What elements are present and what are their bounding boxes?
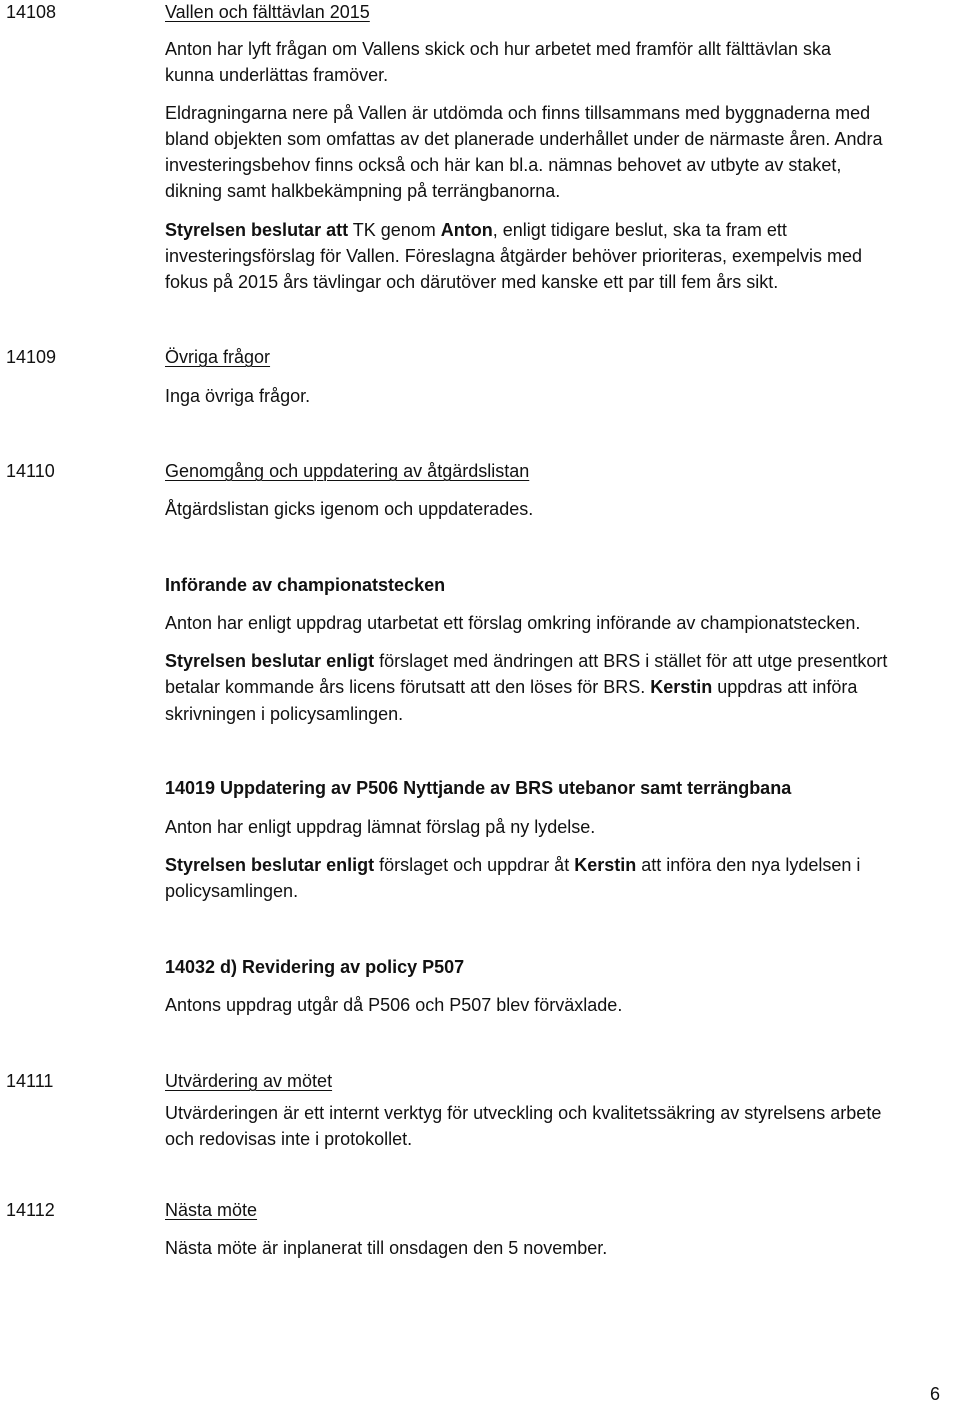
decision-label: Styrelsen beslutar att: [165, 220, 349, 240]
paragraph-line: Nästa möte är inplanerat till onsdagen den 5 november.: [165, 1238, 608, 1258]
paragraph-line: Anton har lyft frågan om Vallens skick och hur arbetet med framför allt fälttävlan ska: [165, 39, 831, 59]
paragraph-line: Eldragningarna nere på Vallen är utdömda och finns tillsammans med byggnaderna med: [165, 103, 871, 123]
section-number: 14112: [6, 1200, 55, 1220]
decision-label: Styrelsen beslutar enligt: [165, 855, 375, 875]
decision-text: förslaget med ändringen att BRS i stället för att utge presentkort: [374, 651, 888, 671]
decision-line: fokus på 2015 års tävlingar och därutöver med kanske ett par till fem års sikt.: [165, 272, 779, 292]
decision-text: , enligt tidigare beslut, ska ta fram ett: [492, 220, 787, 240]
paragraph-line: bland objekten som omfattas av det planerade underhållet under de närmaste åren. Andra: [165, 129, 883, 149]
decision-text: förslaget och uppdrar åt: [374, 855, 575, 875]
decision-line: investeringsförslag för Vallen. Föreslagna åtgärder behöver prioriteras, exempelvis med: [165, 246, 863, 266]
subsection-title: Införande av championatstecken: [165, 575, 446, 595]
decision-text: att införa den nya lydelsen i: [636, 855, 861, 875]
section-number: 14110: [6, 461, 55, 481]
paragraph-line: Inga övriga frågor.: [165, 386, 311, 406]
paragraph-line: Anton har enligt uppdrag lämnat förslag på ny lydelse.: [165, 817, 596, 837]
paragraph-line: dikning samt halkbekämpning på terrängbanorna.: [165, 181, 561, 201]
section-number: 14111: [6, 1071, 54, 1091]
paragraph-line: Utvärderingen är ett internt verktyg för utveckling och kvalitetssäkring av styrelsens arbete: [165, 1103, 882, 1123]
decision-line: [165, 221, 787, 239]
decision-line: [165, 678, 857, 696]
section-title: Nästa möte: [165, 1200, 258, 1220]
decision-label: Styrelsen beslutar enligt: [165, 651, 375, 671]
section-title: Utvärdering av mötet: [165, 1071, 333, 1091]
decision-text: uppdras att införa: [712, 677, 858, 697]
subsection-title: 14032 d) Revidering av policy P507: [165, 957, 465, 977]
section-title: Genomgång och uppdatering av åtgärdslistan: [165, 461, 530, 481]
page-number: 6: [929, 1384, 940, 1404]
paragraph-line: Anton har enligt uppdrag utarbetat ett förslag omkring införande av championatstecken.: [165, 613, 861, 633]
decision-text: betalar kommande års licens förutsatt att den löses för BRS.: [165, 677, 651, 697]
paragraph-line: Antons uppdrag utgår då P506 och P507 blev förväxlade.: [165, 995, 623, 1015]
decision-line: skrivningen i policysamlingen.: [165, 704, 404, 724]
decision-line: [165, 652, 887, 670]
paragraph-line: kunna underlättas framöver.: [165, 65, 389, 85]
section-title: Vallen och fälttävlan 2015: [165, 2, 370, 22]
section-number: 14109: [6, 347, 57, 367]
decision-text: TK genom: [348, 220, 441, 240]
person-name: Kerstin: [650, 677, 713, 697]
subsection-title: 14019 Uppdatering av P506 Nyttjande av BRS utebanor samt terrängbana: [165, 778, 792, 798]
paragraph-line: och redovisas inte i protokollet.: [165, 1129, 413, 1149]
section-number: 14108: [6, 2, 57, 22]
decision-line: [165, 856, 860, 874]
paragraph-line: Åtgärdslistan gicks igenom och uppdaterades.: [165, 499, 534, 519]
section-title: Övriga frågor: [165, 347, 271, 367]
person-name: Anton: [440, 220, 493, 240]
person-name: Kerstin: [574, 855, 637, 875]
decision-line: policysamlingen.: [165, 881, 299, 901]
paragraph-line: investeringsbehov finns också och här kan bl.a. nämnas behovet av utbyte av staket,: [165, 155, 842, 175]
